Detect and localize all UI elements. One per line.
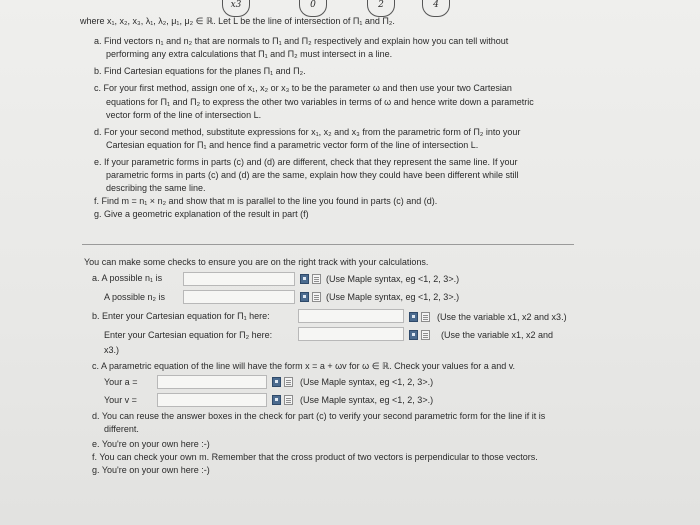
answer-preview-icon[interactable] [272, 377, 281, 387]
checks-intro: You can make some checks to ensure you are on the right track with your calculations. [84, 257, 429, 267]
check-b-hint-pi1: (Use the variable x1, x2 and x3.) [437, 312, 567, 322]
part-e-text-cont-2: describing the same line. [106, 183, 206, 193]
problem-intro: where x₁, x₂, x₃, λ₁, λ₂, μ₁, μ₂ ∈ ℝ. Let L be the line of intersection of Π₁ and Π₂. [80, 16, 395, 26]
vector-entry-2: 2 [367, 0, 395, 17]
n2-answer-input[interactable] [183, 290, 295, 304]
part-b-text: b. Find Cartesian equations for the planes Π₁ and Π₂. [94, 66, 306, 76]
answer-preview-icon[interactable] [272, 395, 281, 405]
syntax-help-icon[interactable] [421, 330, 430, 340]
check-b-label-pi2: Enter your Cartesian equation for Π₂ here: [104, 330, 273, 340]
check-a-hint-n1: (Use Maple syntax, eg <1, 2, 3>.) [326, 274, 460, 284]
pi2-equation-input[interactable] [298, 327, 404, 341]
direction-v-input[interactable] [157, 393, 267, 407]
part-d-text-cont: Cartesian equation for Π₁ and hence find a parametric vector form of the line of intersection L. [106, 140, 479, 150]
check-a-label-n1: a. A possible n₁ is [92, 273, 163, 283]
answer-preview-icon[interactable] [409, 312, 418, 322]
check-b-hint-pi2: (Use the variable x1, x2 and [441, 330, 554, 340]
syntax-help-icon[interactable] [312, 292, 321, 302]
point-a-input[interactable] [157, 375, 267, 389]
check-c-label-a: Your a = [104, 377, 138, 387]
vector-entry-4: 4 [422, 0, 450, 17]
syntax-help-icon[interactable] [284, 377, 293, 387]
part-c-text: c. For your first method, assign one of x₁, x₂ or x₃ to be the parameter ω and then use your two Cartesian [94, 83, 512, 93]
section-divider [82, 244, 574, 245]
answer-preview-icon[interactable] [300, 274, 309, 284]
vector-entry-x3: x3 [222, 0, 250, 17]
answer-preview-icon[interactable] [300, 292, 309, 302]
check-d-text: d. You can reuse the answer boxes in the check for part (c) to verify your second parametric form for the line if it is [92, 411, 546, 421]
check-b-hint-pi2-cont: x3.) [104, 345, 120, 355]
part-c-text-cont-2: vector form of the line of intersection L. [106, 110, 262, 120]
check-a-label-n2: A possible n₂ is [104, 292, 166, 302]
part-g-text: g. Give a geometric explanation of the result in part (f) [94, 209, 309, 219]
check-c-hint-a: (Use Maple syntax, eg <1, 2, 3>.) [300, 377, 434, 387]
check-c-label-v: Your v = [104, 395, 137, 405]
part-e-text: e. If your parametric forms in parts (c) and (d) are different, check that they represent the same line. If your [94, 157, 518, 167]
check-d-text-cont: different. [104, 424, 139, 434]
check-e-text: e. You're on your own here :-) [92, 439, 210, 449]
syntax-help-icon[interactable] [421, 312, 430, 322]
check-c-intro: c. A parametric equation of the line will have the form x = a + ωv for ω ∈ ℝ. Check your values for a and v. [92, 361, 516, 371]
check-b-label-pi1: b. Enter your Cartesian equation for Π₁ here: [92, 311, 270, 321]
syntax-help-icon[interactable] [284, 395, 293, 405]
vector-entry-0: 0 [299, 0, 327, 17]
check-a-hint-n2: (Use Maple syntax, eg <1, 2, 3>.) [326, 292, 460, 302]
answer-preview-icon[interactable] [409, 330, 418, 340]
check-f-text: f. You can check your own m. Remember that the cross product of two vectors is perpendicular to those vectors. [92, 452, 538, 462]
part-f-text: f. Find m = n₁ × n₂ and show that m is parallel to the line you found in parts (c) and (d). [94, 196, 438, 206]
n1-answer-input[interactable] [183, 272, 295, 286]
part-a-text-cont: performing any extra calculations that Π₁ and Π₂ must intersect in a line. [106, 49, 393, 59]
part-d-text: d. For your second method, substitute expressions for x₁, x₂ and x₃ from the parametric form of Π₂ into your [94, 127, 521, 137]
part-c-text-cont: equations for Π₁ and Π₂ to express the other two variables in terms of ω and hence write down a parametric [106, 97, 534, 107]
syntax-help-icon[interactable] [312, 274, 321, 284]
check-g-text: g. You're on your own here :-) [92, 465, 210, 475]
pi1-equation-input[interactable] [298, 309, 404, 323]
check-c-hint-v: (Use Maple syntax, eg <1, 2, 3>.) [300, 395, 434, 405]
part-e-text-cont: parametric forms in parts (c) and (d) are the same, explain how they could have been different while still [106, 170, 519, 180]
part-a-text: a. Find vectors n₁ and n₂ that are normals to Π₁ and Π₂ respectively and explain how you can tell without [94, 36, 509, 46]
